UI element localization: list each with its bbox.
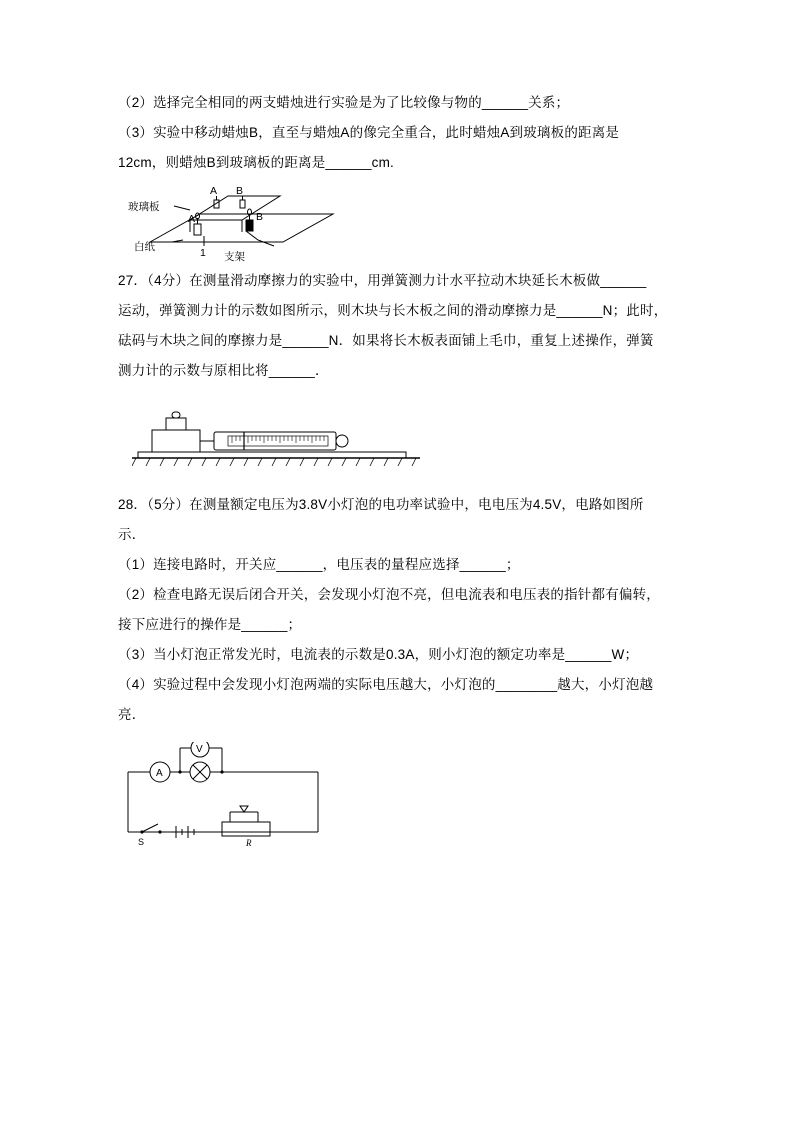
figure-mirror-label-glass: 玻璃板 bbox=[128, 201, 160, 213]
question-27-line4: 测力计的示数与原相比将______． bbox=[118, 363, 329, 378]
question-27-line3: 砝码与木块之间的摩擦力是______N．如果将长木板表面铺上毛巾，重复上述操作，弹簧 bbox=[118, 333, 654, 348]
question-28-4-line1: （4）实验过程中会发现小灯泡两端的实际电压越大，小灯泡的________越大，小灯泡越 bbox=[118, 677, 654, 692]
question-26-2: （2）选择完全相同的两支蜡烛进行实验是为了比较像与物的______关系； bbox=[118, 95, 570, 110]
figure-circuit-diagram bbox=[118, 742, 368, 852]
question-26-3-line1: （3）实验中移动蜡烛B，直至与蜡烛A的像完全重合，此时蜡烛A到玻璃板的距离是 bbox=[118, 125, 620, 140]
figure-mirror-label-a: A bbox=[210, 185, 218, 197]
figure-mirror-label-b2: B bbox=[256, 211, 264, 223]
figure-mirror-label-a2: A bbox=[188, 213, 196, 225]
question-28-1: （1）连接电路时，开关应______，电压表的量程应选择______； bbox=[118, 557, 520, 572]
circuit-voltmeter-label: V bbox=[196, 744, 203, 755]
question-28-2-line2: 接下应进行的操作是______； bbox=[118, 617, 302, 632]
figure-mirror-label-bracket: 支架 bbox=[224, 251, 245, 263]
question-28-3: （3）当小灯泡正常发光时，电流表的示数是0.3A，则小灯泡的额定功率是______W； bbox=[118, 647, 639, 662]
question-27-line2: 运动，弹簧测力计的示数如图所示，则木块与长木板之间的滑动摩擦力是______N；此时， bbox=[118, 303, 668, 318]
figure-mirror-label-one: 1 bbox=[200, 247, 206, 259]
question-28-line1: 28．（5分）在测量额定电压为3.8V小灯泡的电功率试验中，电电压为4.5V，电路如图所 bbox=[118, 497, 644, 512]
figure-mirror-label-paper: 白纸 bbox=[134, 241, 155, 253]
question-28-2-line1: （2）检查电路无误后闭合开关，会发现小灯泡不亮，但电流表和电压表的指针都有偏转， bbox=[118, 587, 661, 602]
question-28-4-line2: 亮． bbox=[118, 707, 146, 722]
circuit-switch-label: S bbox=[138, 837, 145, 847]
circuit-rheostat-label: R bbox=[246, 838, 252, 848]
figure-mirror-label-b: B bbox=[236, 185, 244, 197]
question-27-line1: 27．（4分）在测量滑动摩擦力的实验中，用弹簧测力计水平拉动木块延长木板做______ bbox=[118, 273, 647, 288]
question-26-3-line2: 12cm，则蜡烛B到玻璃板的距离是______cm. bbox=[118, 155, 395, 170]
question-28-line2: 示． bbox=[118, 527, 146, 542]
figure-friction-experiment bbox=[132, 396, 422, 476]
figure-mirror-imaging bbox=[128, 184, 358, 262]
circuit-ammeter-label: A bbox=[156, 768, 163, 779]
